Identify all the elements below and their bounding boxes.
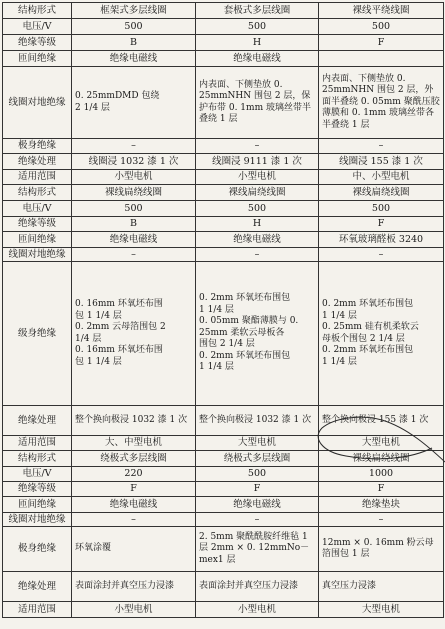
cell-line: 1 1/4 层 — [199, 304, 234, 315]
table-cell — [72, 67, 196, 139]
table-cell: – — [72, 248, 196, 262]
table-row — [3, 602, 444, 618]
table-cell: 大型电机 — [319, 602, 444, 618]
table-cell — [319, 262, 444, 406]
cell-line: 包 1 1/4 层 — [75, 310, 122, 321]
cell-line: 0. 25mm 硅有机柔软云 — [322, 322, 419, 332]
row-label: 结构形式 — [3, 185, 72, 201]
table-cell: 整个换向极浸 1032 漆 1 次 — [72, 406, 196, 436]
cell-line: 0. 2mm 环氧坯布围包 — [199, 350, 291, 361]
table-cell: 500 — [319, 201, 444, 217]
table-cell: 环氧涂覆 — [72, 527, 196, 572]
cell-line: 0. 05mm 聚酯薄膜与 0. 25mm 柔软云母板各 — [199, 316, 299, 338]
table-cell: 真空压力浸漆 — [319, 572, 444, 602]
table-cell: 框架式多层线圈 — [72, 3, 196, 19]
table-cell: 裸线平绕线圈 — [319, 3, 444, 19]
table-cell: – — [72, 139, 196, 154]
table-cell: 线圈浸 9111 漆 1 次 — [196, 154, 319, 170]
table-cell: 1000 — [319, 467, 444, 482]
table-cell: 大型电机 — [196, 436, 319, 451]
row-label: 适用范围 — [3, 170, 72, 185]
table-cell: 绝缘电磁线 — [196, 497, 319, 513]
table-cell: 线圈浸 155 漆 1 次 — [319, 154, 444, 170]
table-cell: 线圈浸 1032 漆 1 次 — [72, 154, 196, 170]
table-cell: 裸线扁绕线圈 — [319, 185, 444, 201]
cell-line: 1/4 层 — [75, 333, 102, 344]
table-cell: – — [72, 513, 196, 527]
table-cell: H — [196, 35, 319, 51]
table-row — [3, 51, 444, 67]
insulation-structure-table — [2, 2, 444, 618]
table-row — [3, 170, 444, 185]
table-cell: 整个换向极浸 155 漆 1 次 — [319, 406, 444, 436]
row-label: 绝缘处理 — [3, 572, 72, 602]
table-cell: 500 — [196, 467, 319, 482]
table-cell: 绕极式多层线圈 — [196, 451, 319, 467]
table-cell: 小型电机 — [196, 170, 319, 185]
table-cell: F — [319, 35, 444, 51]
table-cell: B — [72, 217, 196, 232]
table-cell: F — [319, 217, 444, 232]
table-cell: 裸线扁绕线圈 — [72, 185, 196, 201]
row-label: 极身绝缘 — [3, 139, 72, 154]
table-cell: F — [319, 482, 444, 497]
table-cell: F — [72, 482, 196, 497]
table-cell: – — [319, 248, 444, 262]
row-label: 电压/V — [3, 467, 72, 482]
table-cell: 裸线扁绕线圈 — [196, 185, 319, 201]
cell-line: 0. 2mm 环氧坯布围包 — [199, 293, 291, 304]
table-row — [3, 248, 444, 262]
table-cell: – — [196, 513, 319, 527]
table-cell: 大、中型电机 — [72, 436, 196, 451]
table-row — [3, 154, 444, 170]
row-label: 绝缘处理 — [3, 154, 72, 170]
table-cell: – — [319, 139, 444, 154]
table-row — [3, 217, 444, 232]
row-label: 适用范围 — [3, 602, 72, 618]
cell-line: 1 1/4 层 — [199, 362, 234, 373]
table-cell: 表面涂封并真空压力浸漆 — [72, 572, 196, 602]
table-row — [3, 185, 444, 201]
table-cell: 内表面、下侧垫放 0. 25mmNHN 围包 2 层，保护布带 0. 1mm 玻璃丝带半叠绕 1 层 — [196, 67, 319, 139]
row-label: 线圈对地绝缘 — [3, 513, 72, 527]
table-cell: 500 — [72, 19, 196, 35]
table-row — [3, 19, 444, 35]
cell-line: 包 1 1/4 层 — [75, 356, 122, 367]
cell-line: 0. 2mm 云母箔围包 2 — [75, 322, 166, 332]
cell-line: 1 1/4 层 — [322, 356, 357, 367]
row-label: 极身绝缘 — [3, 527, 72, 572]
table-cell: 大型电机 — [319, 436, 444, 451]
table-cell: 500 — [196, 201, 319, 217]
row-label: 匝间绝缘 — [3, 497, 72, 513]
table-cell: 裸线扁绕线圈 — [319, 451, 444, 467]
row-label: 绝缘等级 — [3, 482, 72, 497]
table-row — [3, 67, 444, 139]
table-row — [3, 451, 444, 467]
cell-line: 1 1/4 层 — [322, 310, 357, 321]
table-row — [3, 527, 444, 572]
table-row — [3, 406, 444, 436]
row-label: 匝间绝缘 — [3, 51, 72, 67]
table-row — [3, 262, 444, 406]
row-label: 绝缘等级 — [3, 35, 72, 51]
row-label: 电压/V — [3, 201, 72, 217]
table-cell: 绝缘电磁线 — [196, 232, 319, 248]
row-label: 线圈对地绝缘 — [3, 248, 72, 262]
row-label: 结构形式 — [3, 451, 72, 467]
row-label: 绝缘等级 — [3, 217, 72, 232]
table-cell: B — [72, 35, 196, 51]
cell-line: 0. 16mm 环氧坯布围 — [75, 299, 163, 309]
table-cell: 绝缘电磁线 — [72, 232, 196, 248]
cell-line: 0. 25mmDMD 包绕 — [75, 91, 160, 101]
row-label: 电压/V — [3, 19, 72, 35]
table-cell: 绕极式多层线圈 — [72, 451, 196, 467]
cell-line: 母板个围包 2 1/4 层 — [322, 333, 405, 344]
cell-line: 0. 2mm 环氧坯布围包 — [322, 345, 414, 355]
table-row — [3, 35, 444, 51]
table-cell: 小型电机 — [72, 602, 196, 618]
table-cell: – — [319, 513, 444, 527]
insulation-table-sheet — [2, 2, 443, 627]
table-cell: 绝缘电磁线 — [196, 51, 319, 67]
table-cell: 500 — [196, 19, 319, 35]
table-cell: 小型电机 — [196, 602, 319, 618]
table-cell: 表面涂封并真空压力浸漆 — [196, 572, 319, 602]
table-cell — [72, 262, 196, 406]
row-label: 绝缘处理 — [3, 406, 72, 436]
cell-line: 0. 2mm 环氧坯布围包 — [322, 299, 414, 309]
table-row — [3, 482, 444, 497]
table-cell — [196, 262, 319, 406]
table-row — [3, 467, 444, 482]
row-label: 适用范围 — [3, 436, 72, 451]
table-cell: 500 — [319, 19, 444, 35]
row-label: 级身绝缘 — [3, 262, 72, 406]
row-label: 结构形式 — [3, 3, 72, 19]
row-label: 线圈对地绝缘 — [3, 67, 72, 139]
table-row — [3, 572, 444, 602]
table-row — [3, 436, 444, 451]
table-row — [3, 513, 444, 527]
table-row — [3, 497, 444, 513]
cell-line: 围包 2 1/4 层 — [199, 339, 255, 350]
table-row — [3, 232, 444, 248]
table-cell: 220 — [72, 467, 196, 482]
table-cell: 绝缘电磁线 — [72, 51, 196, 67]
table-cell: 12mm × 0. 16mm 粉云母箔围包 1 层 — [319, 527, 444, 572]
table-cell: 绝缘垫块 — [319, 497, 444, 513]
table-row — [3, 201, 444, 217]
table-cell: 500 — [72, 201, 196, 217]
table-cell: 套极式多层线圈 — [196, 3, 319, 19]
table-cell: F — [196, 482, 319, 497]
table-cell: 环氧玻璃醛板 3240 — [319, 232, 444, 248]
table-cell: 内表面、下侧垫放 0. 25mmNHN 围包 2 层，外面半叠绕 0. 05mm 聚酰压胶薄膜和 0. 1mm 玻璃丝带各半叠绕 1 层 — [319, 67, 444, 139]
table-cell: – — [196, 139, 319, 154]
row-label: 匝间绝缘 — [3, 232, 72, 248]
table-cell: 绝缘电磁线 — [72, 497, 196, 513]
cell-line: 2 1/4 层 — [75, 102, 110, 113]
table-row — [3, 139, 444, 154]
table-cell: – — [196, 248, 319, 262]
cell-line: 0. 16mm 环氧坯布围 — [75, 345, 163, 355]
table-cell — [319, 51, 444, 67]
table-cell: 整个换向极浸 1032 漆 1 次 — [196, 406, 319, 436]
table-cell: 中、小型电机 — [319, 170, 444, 185]
table-row — [3, 3, 444, 19]
table-cell: 2. 5mm 聚酰酰胺纤维毡 1 层 2mm × 0. 12mmNo－mex1 层 — [196, 527, 319, 572]
table-cell: 小型电机 — [72, 170, 196, 185]
table-cell: H — [196, 217, 319, 232]
